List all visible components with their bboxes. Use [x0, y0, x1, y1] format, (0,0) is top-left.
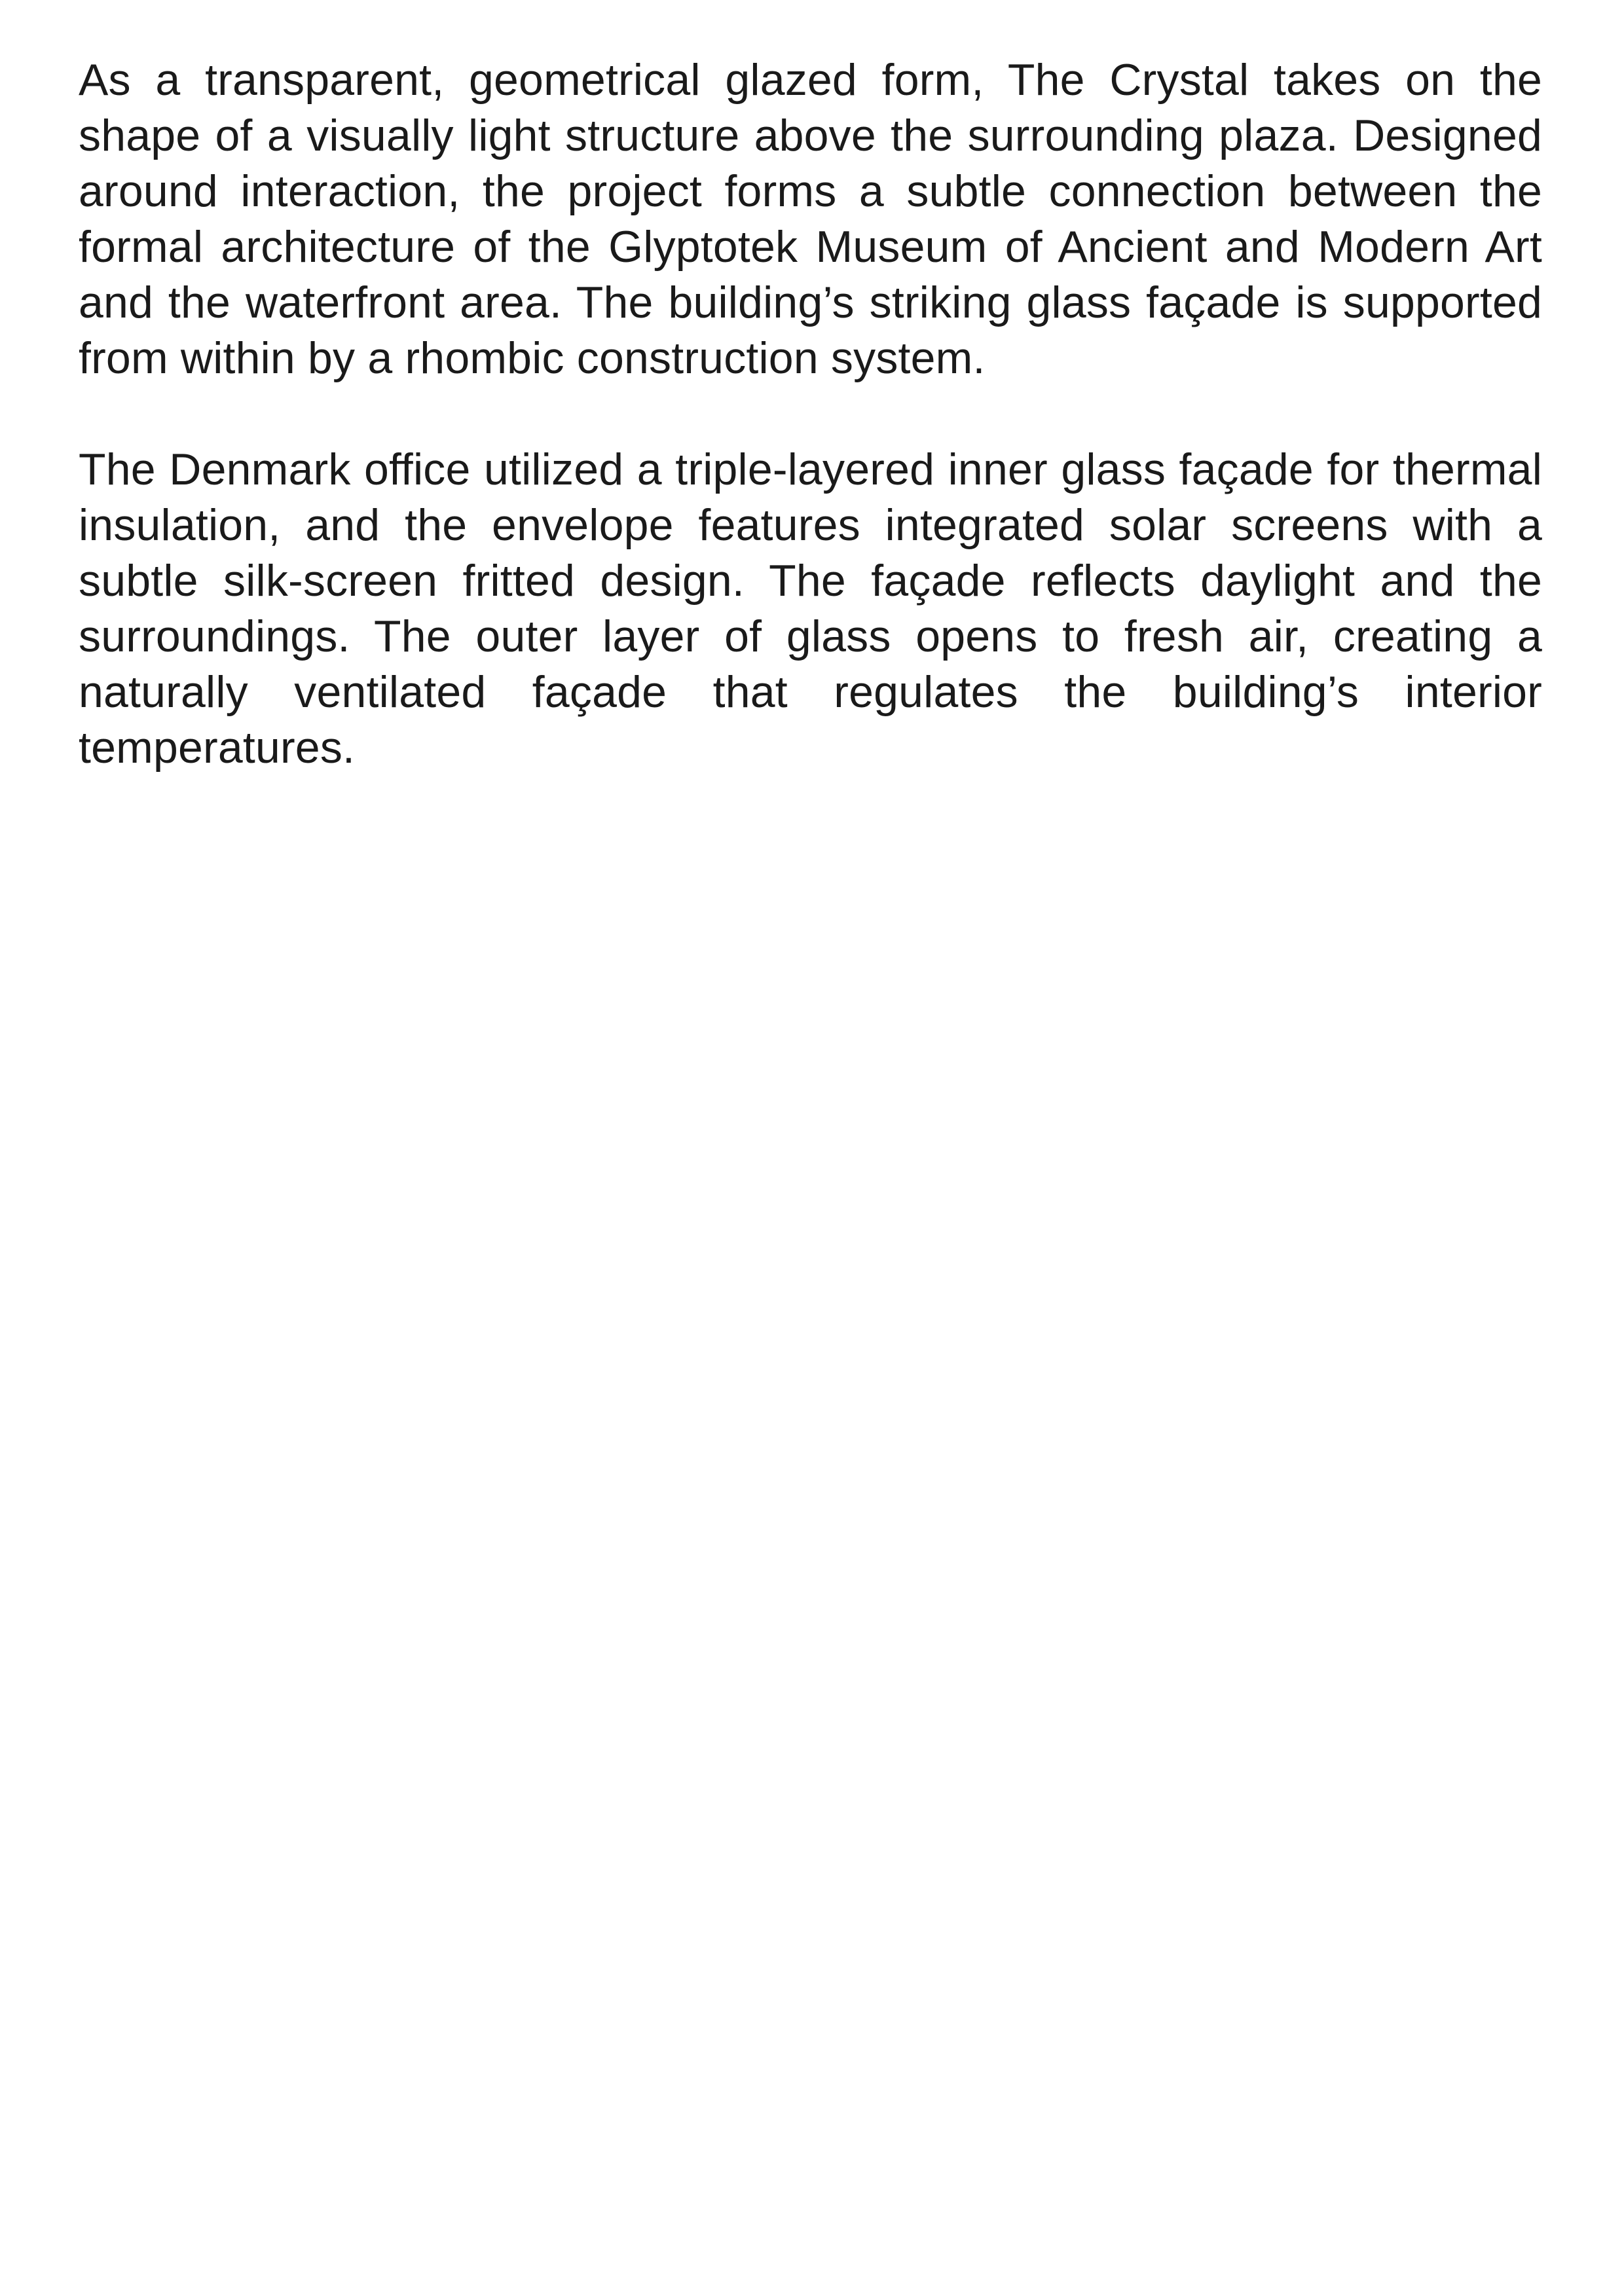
body-text: [79, 52, 1542, 831]
paragraph-facade-description: The Denmark office utilized a triple-layered inner glass façade for thermal insulation, and the envelope features integrated solar screens with a subtle silk-screen fritted design. The façade reflects daylight and the surroundings. The outer layer of glass opens to fresh air, creating a naturally ventilated façade that regulates the building’s interior temperatures.: [79, 445, 1542, 773]
paragraph-crystal-description: As a transparent, geometrical glazed form, The Crystal takes on the shape of a visually light structure above the surrounding plaza. Designed around interaction, the project forms a subtle connection between the formal architecture of the Glyptotek Museum of Ancient and Modern Art and the waterfront area. The building’s striking glass façade is supported from within by a rhombic construction system.: [79, 55, 1542, 383]
